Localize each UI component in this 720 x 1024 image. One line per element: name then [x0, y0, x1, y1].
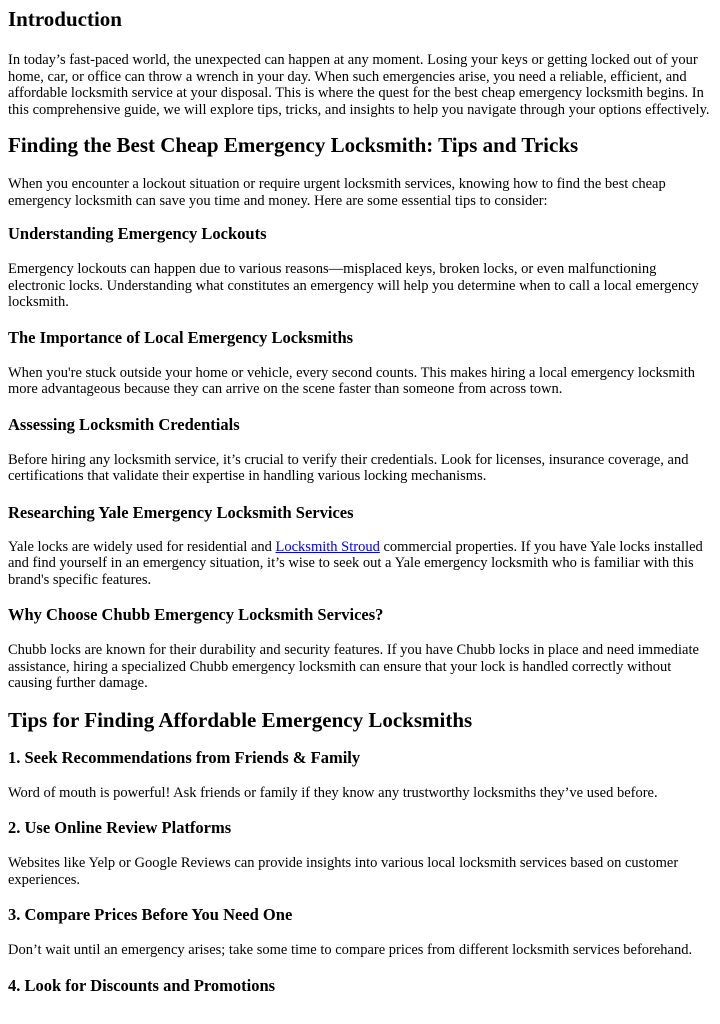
subheading-understanding-lockouts: Understanding Emergency Lockouts [8, 224, 267, 243]
paragraph-introduction: In today’s fast-paced world, the unexpected can happen at any moment. Losing your keys or getting locked out of your home, car, or office can throw a wrench in your day. When such emergencies arise, you need a reliable, efficient, and affordable locksmith service at your disposal. This is where the quest for the best cheap emergency locksmith begins. In this comprehensive guide, we will explore tips, tricks, and insights to help you navigate through your options effectively. [8, 52, 710, 118]
paragraph-assessing-credentials: Before hiring any locksmith service, it’s crucial to verify their credentials. Look for licenses, insurance coverage, and certifications that validate their expertise in handling various locking mechanisms. [8, 451, 689, 484]
paragraph-text-after-link: commercial properties. If you have Yale locks installed and find yourself in an emergency situation, it’s wise to seek out a Yale emergency locksmith who is familiar with this brand's specific features. [8, 538, 703, 588]
section-heading-tips-affordable: Tips for Finding Affordable Emergency Locksmiths [8, 707, 473, 732]
section-heading-introduction: Introduction [8, 7, 122, 31]
subheading-importance-local: The Importance of Local Emergency Locksmiths [8, 327, 354, 347]
section-heading-finding-best-locksmith: Finding the Best Cheap Emergency Locksmith: Tips and Tricks [8, 133, 579, 157]
paragraph-researching-yale [8, 539, 712, 589]
article-body [0, 7, 712, 996]
subheading-tip-1: 1. Seek Recommendations from Friends & Family [8, 747, 361, 767]
subheading-why-chubb: Why Choose Chubb Emergency Locksmith Services? [8, 605, 384, 624]
paragraph-finding-best-locksmith: When you encounter a lockout situation or require urgent locksmith services, knowing how to find the best cheap emergency locksmith can save you time and money. Here are some essential tips to consider: [8, 176, 666, 209]
subheading-tip-2: 2. Use Online Review Platforms [8, 818, 232, 837]
subheading-assessing-credentials: Assessing Locksmith Credentials [8, 414, 240, 434]
subheading-tip-3: 3. Compare Prices Before You Need One [8, 905, 293, 924]
paragraph-understanding-lockouts: Emergency lockouts can happen due to various reasons—misplaced keys, broken locks, or even malfunctioning electronic locks. Understanding what constitutes an emergency will help you determine when to call a local emergency locksmith. [8, 261, 699, 310]
paragraph-tip-2: Websites like Yelp or Google Reviews can provide insights into various local locksmith services based on customer experiences. [8, 855, 679, 888]
paragraph-tip-3: Don’t wait until an emergency arises; take some time to compare prices from different locksmith services beforehand. [8, 942, 693, 958]
subheading-tip-4: 4. Look for Discounts and Promotions [8, 975, 276, 995]
locksmith-stroud-link[interactable]: Locksmith Stroud [275, 538, 380, 555]
paragraph-tip-1: Word of mouth is powerful! Ask friends or family if they know any trustworthy locksmiths they’ve used before. [8, 784, 658, 801]
paragraph-importance-local: When you're stuck outside your home or vehicle, every second counts. This makes hiring a local emergency locksmith more advantageous because they can arrive on the scene faster than someone from across town. [8, 364, 696, 397]
paragraph-text-before-link: Yale locks are widely used for residential and [8, 538, 276, 555]
subheading-researching-yale: Researching Yale Emergency Locksmith Services [8, 502, 354, 522]
paragraph-why-chubb: Chubb locks are known for their durability and security features. If you have Chubb locks in place and need immediate assistance, hiring a specialized Chubb emergency locksmith can ensure that your lock is handled correctly without causing further damage. [8, 642, 699, 691]
